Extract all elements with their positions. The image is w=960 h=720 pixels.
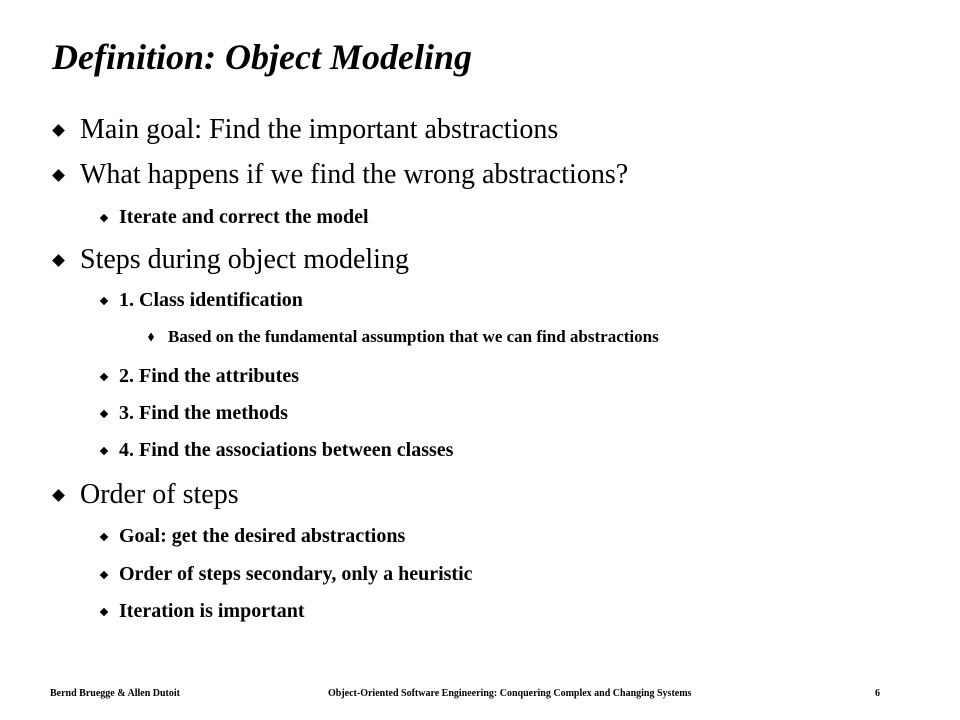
- diamond-bullet-icon: [52, 254, 65, 267]
- slide-title: Definition: Object Modeling: [52, 37, 472, 77]
- sub-bullet-text: 1. Class identification: [119, 289, 303, 311]
- page-number: 6: [875, 688, 880, 699]
- diamond-bullet-icon: [100, 409, 108, 417]
- diamond-bullet-icon: [52, 169, 65, 182]
- diamond-bullet-icon: [52, 489, 65, 502]
- sub-bullet-text: Iterate and correct the model: [119, 206, 369, 228]
- sub-bullet-text: 2. Find the attributes: [119, 365, 299, 387]
- diamond-bullet-icon: [100, 607, 108, 615]
- sub-bullet-item: [98, 289, 303, 312]
- sub-bullet-item: [98, 600, 305, 623]
- sub-bullet-text: 3. Find the methods: [119, 402, 288, 424]
- sub-bullet-item: [98, 563, 473, 586]
- diamond-bullet-icon: [100, 446, 108, 454]
- diamond-bullet-icon: [100, 296, 108, 304]
- bullet-text: What happens if we find the wrong abstractions?: [80, 159, 629, 190]
- bullet-item: [50, 479, 239, 511]
- diamond-bullet-icon: [148, 333, 154, 342]
- footer-book-title: Object-Oriented Software Engineering: Conquering Complex and Changing Systems: [328, 688, 692, 699]
- sub-bullet-text: Order of steps secondary, only a heuristic: [119, 563, 473, 585]
- diamond-bullet-icon: [100, 372, 108, 380]
- diamond-bullet-icon: [100, 570, 108, 578]
- sub-bullet-text: Iteration is important: [119, 600, 305, 622]
- bullet-item: [50, 159, 628, 191]
- diamond-bullet-icon: [52, 124, 65, 137]
- footer-authors: Bernd Bruegge & Allen Dutoit: [50, 688, 180, 699]
- sub-sub-bullet-item: [146, 327, 659, 347]
- bullet-text: Main goal: Find the important abstractions: [80, 114, 559, 145]
- bullet-text: Order of steps: [80, 479, 239, 510]
- sub-bullet-text: Goal: get the desired abstractions: [119, 525, 406, 547]
- sub-bullet-item: [98, 365, 299, 388]
- bullet-text: Steps during object modeling: [80, 244, 409, 275]
- diamond-bullet-icon: [100, 213, 108, 221]
- sub-bullet-item: [98, 206, 369, 229]
- sub-bullet-item: [98, 525, 405, 548]
- bullet-item: [50, 114, 558, 146]
- bullet-item: [50, 244, 409, 276]
- sub-bullet-text: 4. Find the associations between classes: [119, 439, 454, 461]
- diamond-bullet-icon: [100, 532, 108, 540]
- sub-bullet-item: [98, 402, 288, 425]
- sub-sub-bullet-text: Based on the fundamental assumption that we can find abstractions: [168, 327, 659, 346]
- sub-bullet-item: [98, 439, 453, 462]
